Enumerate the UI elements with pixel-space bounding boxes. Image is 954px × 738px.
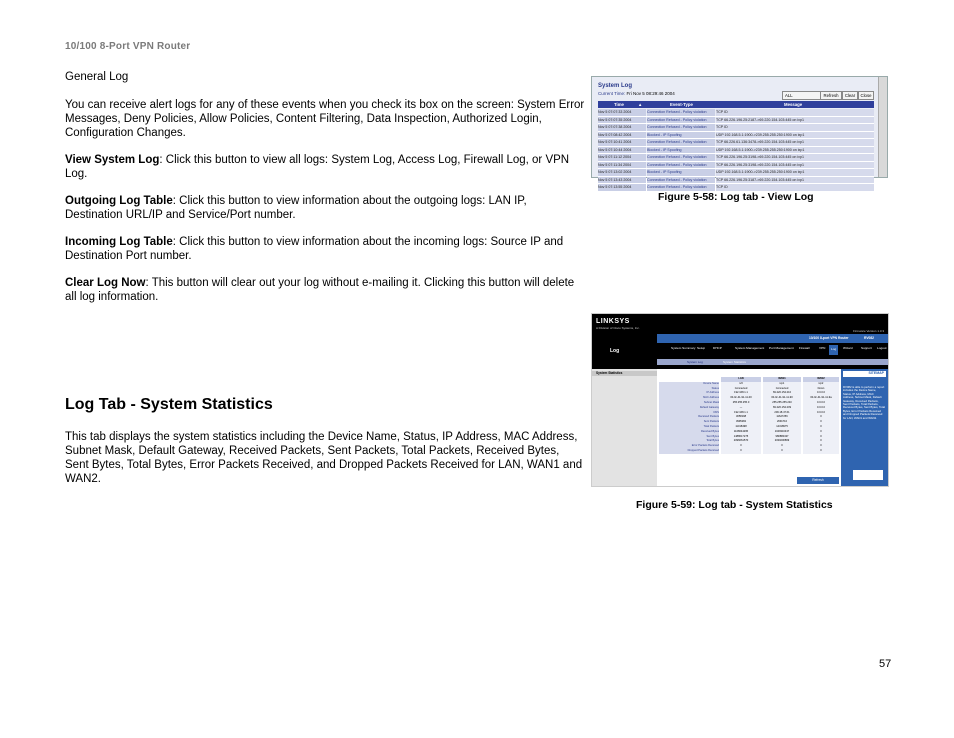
cell: 2096661570 xyxy=(721,439,761,444)
log-time: Nov 5 07:11:12 2004 xyxy=(598,154,646,161)
subtab-system-log[interactable]: System Log xyxy=(687,359,703,364)
cell: 3058198 xyxy=(721,415,761,420)
log-event-type: Connection Refused - Policy violation xyxy=(647,117,715,124)
cell: 209.18.47.61 xyxy=(763,411,801,416)
cell: 0 xyxy=(763,444,801,449)
table-row xyxy=(659,449,839,454)
general-log-section xyxy=(65,70,585,304)
log-message: UDP 192.168.5.1:1900->239.255.255.250:1900 on ixp1 xyxy=(716,169,874,176)
cisco-logo-icon xyxy=(853,470,883,480)
row-label: Sent Packets xyxy=(659,420,719,425)
current-time-value: Fri Nov 5 08:29:46 2004 xyxy=(626,91,675,96)
cell: 0.0.0.0 xyxy=(803,401,839,406)
log-event-type: Connection Refused - Policy violation xyxy=(647,139,715,146)
cell: 980880437 xyxy=(763,435,801,440)
subtab-system-statistics[interactable]: System Statistics xyxy=(723,359,746,364)
row-label: DNS xyxy=(659,411,719,416)
row-label: Received Packets xyxy=(659,415,719,420)
cell: 14318975 xyxy=(763,425,801,430)
cell: 192.168.1.1 xyxy=(721,391,761,396)
log-filter-select[interactable]: ALL xyxy=(782,91,822,100)
cell: 0.0.0.0 xyxy=(803,411,839,416)
cell: 255.255.255.240 xyxy=(763,401,801,406)
log-event-type: Connection Refused - Policy violation xyxy=(647,162,715,169)
tab-log[interactable]: Log xyxy=(829,345,838,355)
running-header: 10/100 8-Port VPN Router xyxy=(65,41,191,52)
definition-view-system-log xyxy=(65,153,585,181)
log-time: Nov 5 07:07:35 2004 xyxy=(598,117,646,124)
table-row xyxy=(598,132,874,140)
row-label: MAC Address xyxy=(659,396,719,401)
table-row xyxy=(598,154,874,162)
table-row xyxy=(598,147,874,155)
tab-firewall[interactable]: Firewall xyxy=(799,346,810,350)
current-time-label: Current Time: xyxy=(598,91,626,96)
row-label: Default Gateway xyxy=(659,406,719,411)
left-column xyxy=(592,369,657,486)
cell: --- xyxy=(721,406,761,411)
log-time: Nov 5 07:13:43 2004 xyxy=(598,177,646,184)
log-event-type: Connection Refused - Policy violation xyxy=(647,184,715,191)
scrollbar[interactable] xyxy=(878,77,887,177)
cell: ixp1 xyxy=(763,382,801,387)
figure-view-log-screenshot xyxy=(591,76,888,189)
col-message: Message xyxy=(784,102,803,107)
log-time: Nov 5 07:13:55 2004 xyxy=(598,184,646,191)
row-label: IP Address xyxy=(659,391,719,396)
cell: rv0 xyxy=(721,382,761,387)
term: Incoming Log Table xyxy=(65,236,173,248)
log-message: TCP 66.226.61.136:3478->69.220.154.103:445 on ixp1 xyxy=(716,139,874,146)
cell: 0 xyxy=(803,439,839,444)
log-event-type: Connection Refused - Policy violation xyxy=(647,124,715,131)
figure-system-statistics-screenshot xyxy=(591,313,889,487)
cell: 0 xyxy=(721,449,761,454)
side-label: System Statistics xyxy=(592,371,657,376)
cell: 3995282 xyxy=(721,420,761,425)
row-label: Sent Bytes xyxy=(659,435,719,440)
tab-port-management[interactable]: Port Management xyxy=(769,346,794,350)
table-row xyxy=(598,169,874,177)
cell: 192.168.1.1 xyxy=(721,411,761,416)
cell: 0 xyxy=(763,449,801,454)
cell: 1049316437 xyxy=(763,430,801,435)
table-row xyxy=(598,124,874,132)
cell: 0 xyxy=(803,420,839,425)
row-label: Error Packets Received xyxy=(659,444,719,449)
log-time: Nov 5 07:07:33 2004 xyxy=(598,109,646,116)
cell: Connected xyxy=(763,387,801,392)
log-message: TCP ID xyxy=(716,184,874,191)
close-button[interactable]: Close xyxy=(858,91,874,100)
sort-up-icon[interactable]: ▲ xyxy=(638,102,643,107)
cell: 0 xyxy=(803,449,839,454)
cell: 0 xyxy=(803,444,839,449)
table-row xyxy=(598,139,874,147)
general-log-heading: General Log xyxy=(65,71,129,83)
model-name: RV082 xyxy=(864,336,875,340)
tab-system-management[interactable]: System Management xyxy=(735,346,765,350)
cell: 1108044295 xyxy=(721,430,761,435)
row-label: Total Bytes xyxy=(659,439,719,444)
row-label: Device Name xyxy=(659,382,719,387)
firmware-version: Firmware Version 1.3.3 xyxy=(853,329,884,333)
cell: WAN2 xyxy=(803,377,839,382)
table-row xyxy=(598,117,874,125)
log-time: Nov 5 07:10:41 2004 xyxy=(598,139,646,146)
product-name: 10/100 8-port VPN Router xyxy=(809,336,849,340)
page-label: Log xyxy=(610,348,620,354)
tab-logout[interactable]: Logout xyxy=(877,346,887,350)
linksys-logo: LINKSYS xyxy=(596,318,630,325)
cell: 255.255.255.0 xyxy=(721,401,761,406)
cell: 00-0c-41-91-11-9a xyxy=(803,396,839,401)
cell: 0 xyxy=(803,425,839,430)
definition-clear-log-now xyxy=(65,276,585,304)
product-band xyxy=(657,334,888,343)
tab-support[interactable]: Support xyxy=(861,346,872,350)
definition: : Click this button to view all logs: System Log, Access Log, Firewall Log, or VPN Log. xyxy=(65,154,570,180)
cell: 0.0.0.0 xyxy=(803,406,839,411)
refresh-button[interactable]: Refresh xyxy=(797,477,839,484)
log-time: Nov 5 07:08:42 2004 xyxy=(598,132,646,139)
definition: : Click this button to view information about the incoming logs: Source IP and Destination Port number. xyxy=(65,236,564,262)
log-message: TCP 66.226.196.25:2187->69.220.154.103:445 on ixp1 xyxy=(716,117,874,124)
current-time xyxy=(598,91,675,96)
statistics-table xyxy=(659,377,839,454)
cell: WAN1 xyxy=(763,377,801,382)
sitemap-link[interactable]: SITEMAP xyxy=(843,371,886,377)
row-label: Status xyxy=(659,387,719,392)
log-event-type: Connection Refused - Policy violation xyxy=(647,177,715,184)
log-message: TCP 66.226.196.25:3187->69.220.154.103:445 on ixp1 xyxy=(716,177,874,184)
page-number: 57 xyxy=(879,658,892,670)
tab-wizard[interactable]: Wizard xyxy=(843,346,853,350)
row-label: Dropped Packets Received xyxy=(659,449,719,454)
sub-tabs xyxy=(657,359,888,365)
cell: 2030200869 xyxy=(763,439,801,444)
cell: 2691710 xyxy=(763,420,801,425)
help-text: RV082 is able to perform a report includes the Device Name, Status, IP Address, MAC Address, Subnet Mask, Default Gateway, Received Packets, Sent Packets, Total Packets, Received Bytes, Sent Bytes, Total Bytes, Error Packets Received and Dropped Packets Received for LAN, WAN1 and WAN2. xyxy=(843,385,885,420)
log-time: Nov 5 07:07:38 2004 xyxy=(598,124,646,131)
definition: : Click this button to view information about the outgoing logs: LAN IP, Destination URL/IP and Service/Port number. xyxy=(65,195,527,221)
row-label: Total Packets xyxy=(659,425,719,430)
table-row xyxy=(598,109,874,117)
tab-dhcp[interactable]: DHCP xyxy=(713,346,722,350)
definition: : This button will clear out your log without e-mailing it. Clicking this button will delete all log information. xyxy=(65,277,575,303)
cell: ixp2 xyxy=(803,382,839,387)
log-table-body xyxy=(598,109,874,192)
figure-caption-5-59: Figure 5-59: Log tab - System Statistics xyxy=(636,499,833,511)
cell: 0 xyxy=(721,444,761,449)
refresh-button[interactable]: Refresh xyxy=(820,91,842,100)
system-log-title: System Log xyxy=(598,83,633,89)
figure-caption-5-58: Figure 5-58: Log tab - View Log xyxy=(658,191,814,203)
log-event-type: Blocked - IP Spoofing xyxy=(647,147,715,154)
log-message: UDP 192.168.5.1:1900->239.255.255.250:1900 on ixp1 xyxy=(716,147,874,154)
cell: 0.0.0.0 xyxy=(803,391,839,396)
cell: 0 xyxy=(803,415,839,420)
log-event-type: Connection Refused - Policy violation xyxy=(647,109,715,116)
log-event-type: Connection Refused - Policy violation xyxy=(647,154,715,161)
log-time: Nov 5 07:10:44 2004 xyxy=(598,147,646,154)
main-tabs xyxy=(657,345,888,359)
tab-system-summary[interactable]: System Summary xyxy=(671,346,696,350)
definition-incoming-log-table xyxy=(65,235,585,263)
cell: 11018498 xyxy=(721,425,761,430)
cell: 00-0c-41-91-11-00 xyxy=(721,396,761,401)
general-log-intro: You can receive alert logs for any of these events when you check its box on the screen: System Error Messages, Deny Policies, Allow Policies, Content Filtering, Data Inspection, Authorized Login, Configuration Changes. xyxy=(65,99,585,139)
cell: 00-0c-41-91-11-90 xyxy=(763,396,801,401)
clear-button[interactable]: Clear xyxy=(842,91,858,100)
cell: 69.220.154.210 xyxy=(763,391,801,396)
logo-subtitle: A Division of Cisco Systems, Inc. xyxy=(596,326,640,330)
row-label: Received Bytes xyxy=(659,430,719,435)
log-message: TCP ID xyxy=(716,124,874,131)
cell: Connected xyxy=(721,387,761,392)
cell: Down xyxy=(803,387,839,392)
help-column xyxy=(841,369,888,486)
col-time[interactable]: Time xyxy=(614,102,624,107)
log-event-type: Blocked - IP Spoofing xyxy=(647,169,715,176)
term: Clear Log Now xyxy=(65,277,146,289)
log-message: TCP ID xyxy=(716,109,874,116)
section-text: This tab displays the system statistics including the Device Name, Status, IP Address, MAC Address, Subnet Mask, Default Gateway, Received Packets, Sent Packets, Total Packets, Received Bytes, Sent Bytes, Total Bytes, Error Packets Received, and Dropped Packets Received for LAN, WAN1 and WAN2. xyxy=(65,431,583,485)
log-message: TCP 66.226.196.25:3198->69.220.154.103:445 on ixp1 xyxy=(716,154,874,161)
log-time: Nov 5 07:11:34 2004 xyxy=(598,162,646,169)
cell: 11627256 xyxy=(763,415,801,420)
term: Outgoing Log Table xyxy=(65,195,173,207)
tab-setup[interactable]: Setup xyxy=(697,346,706,350)
cell: 1488617275 xyxy=(721,435,761,440)
definition-outgoing-log-table xyxy=(65,194,585,222)
log-message: UDP 192.168.5.1:1900->239.255.255.250:1900 on ixp1 xyxy=(716,132,874,139)
log-message: TCP 66.226.196.25:3198->69.220.154.103:445 on ixp1 xyxy=(716,162,874,169)
table-row xyxy=(598,177,874,185)
table-row xyxy=(598,162,874,170)
tab-vpn[interactable]: VPN xyxy=(819,346,826,350)
cell: LAN xyxy=(721,377,761,382)
section-title: Log Tab - System Statistics xyxy=(65,396,273,413)
row-label: Subnet Mask xyxy=(659,401,719,406)
term: View System Log xyxy=(65,154,160,166)
log-time: Nov 5 07:13:02 2004 xyxy=(598,169,646,176)
cell: 0 xyxy=(803,435,839,440)
cell: 69.220.154.209 xyxy=(763,406,801,411)
col-event-type: Event-Type xyxy=(670,102,693,107)
log-table-header xyxy=(598,101,874,108)
log-event-type: Blocked - IP Spoofing xyxy=(647,132,715,139)
cell: 0 xyxy=(803,430,839,435)
